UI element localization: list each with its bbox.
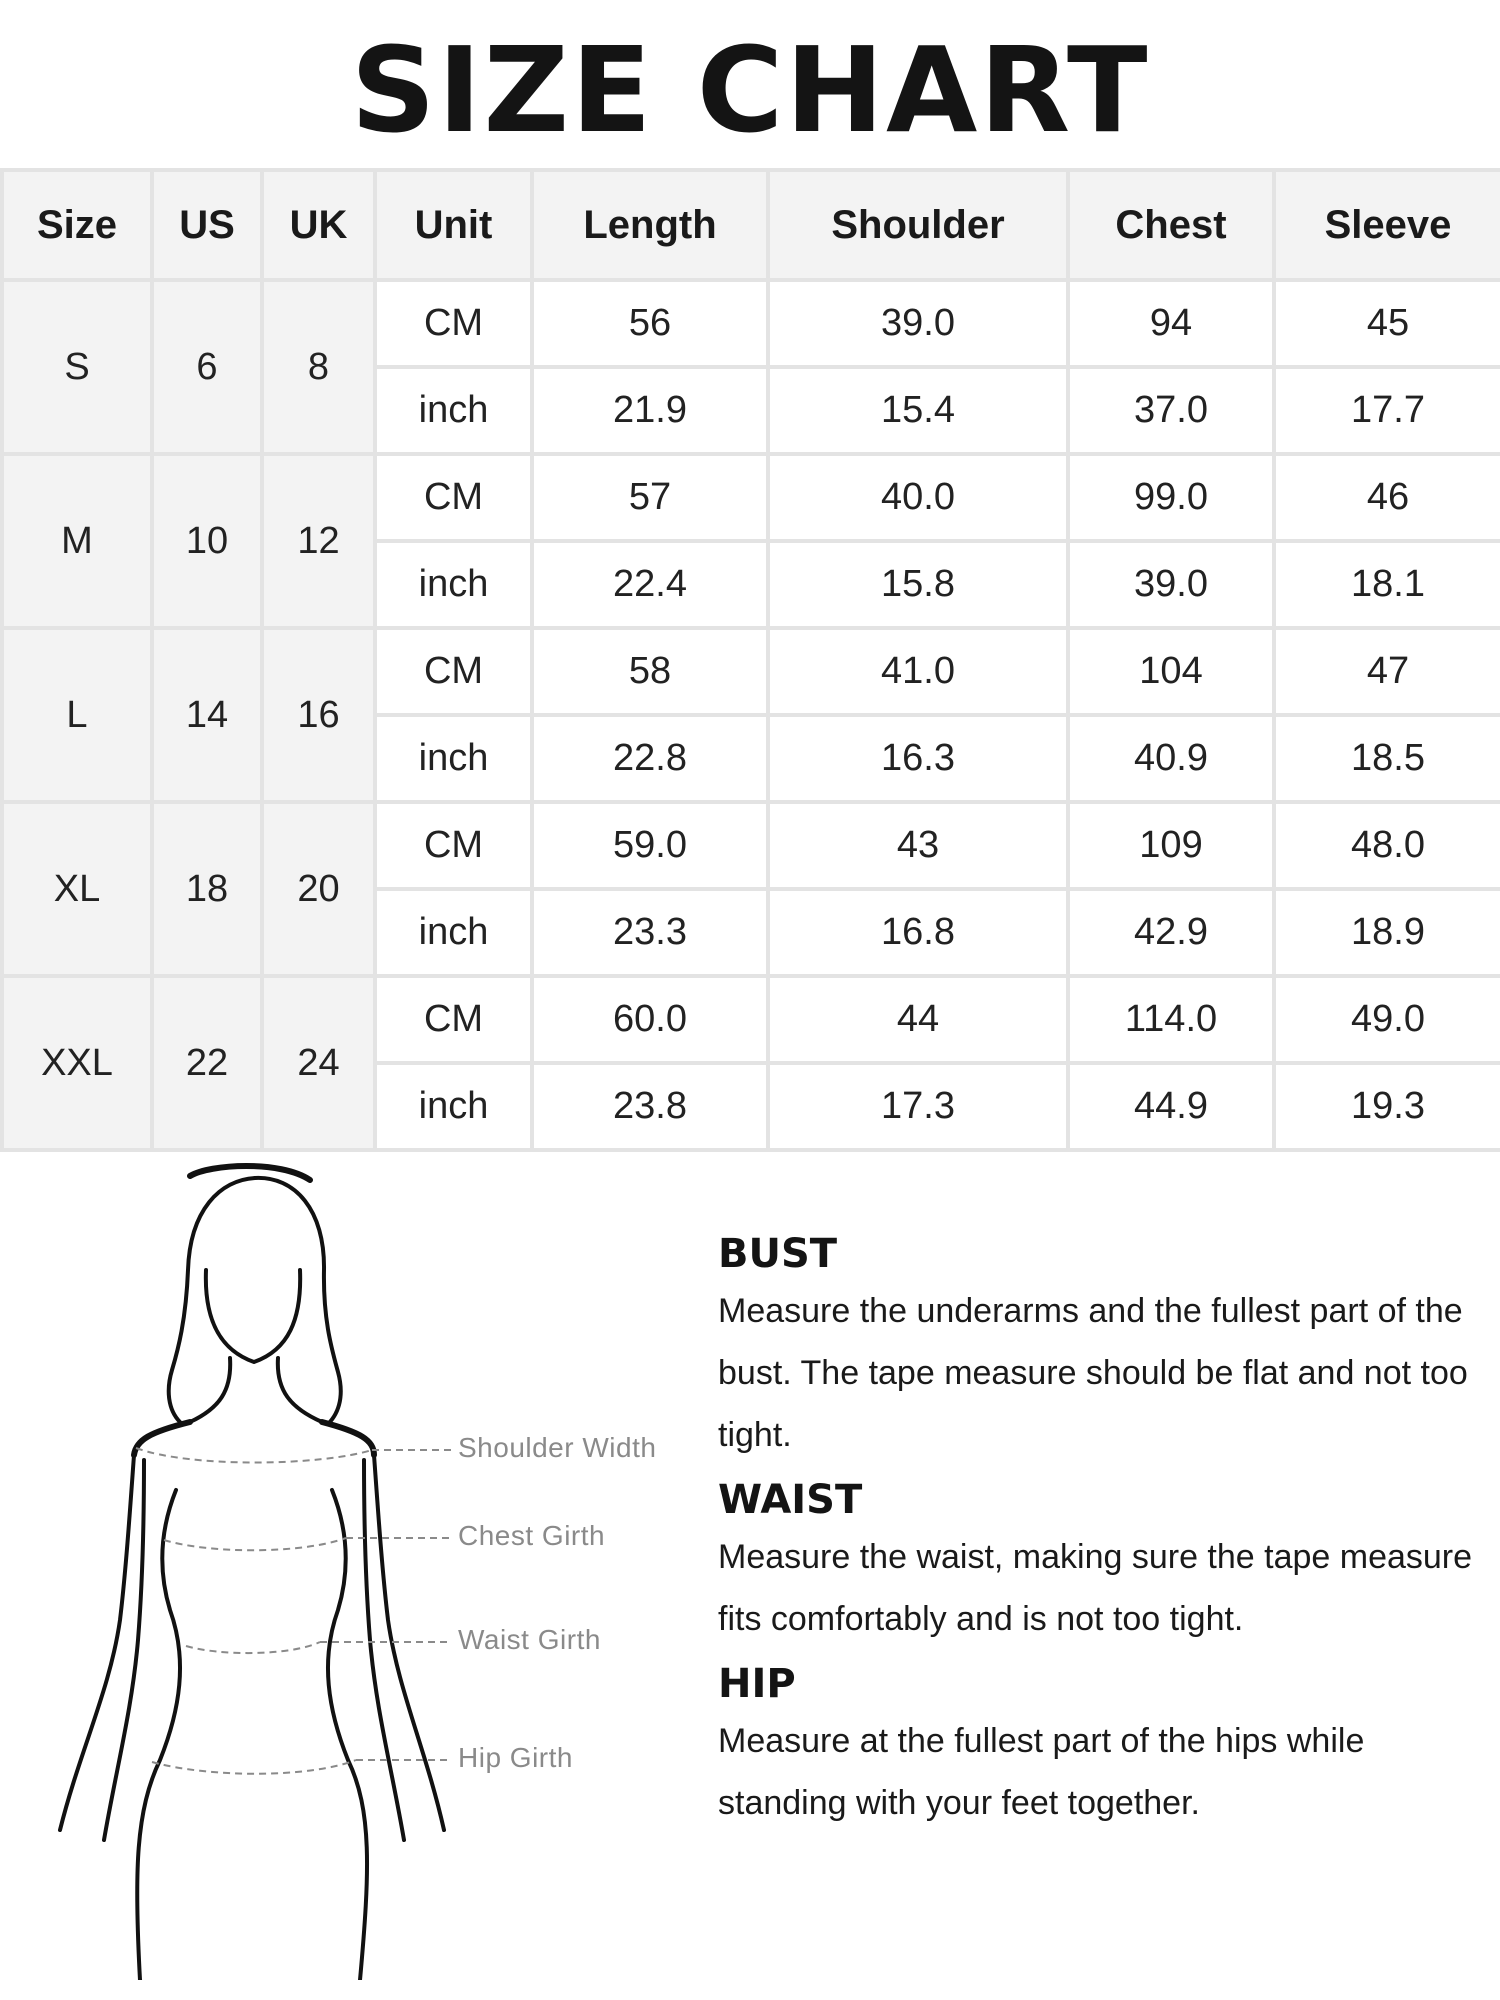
sleeve-cell: 19.3 <box>1274 1063 1500 1150</box>
uk-size-cell: 8 <box>262 280 375 454</box>
chest-cell: 39.0 <box>1068 541 1274 628</box>
us-size-cell: 14 <box>152 628 262 802</box>
measurement-guide <box>718 1228 1478 1842</box>
table-row <box>2 976 1500 1063</box>
sleeve-cell: 18.9 <box>1274 889 1500 976</box>
shoulder-cell: 43 <box>768 802 1068 889</box>
column-header: Chest <box>1068 170 1274 280</box>
column-header: UK <box>262 170 375 280</box>
chest-cell: 99.0 <box>1068 454 1274 541</box>
size-cell: L <box>2 628 152 802</box>
bust-heading: BUST <box>718 1231 838 1277</box>
hip-girth-label: Hip Girth <box>458 1742 573 1773</box>
length-cell: 58 <box>532 628 768 715</box>
column-header: Length <box>532 170 768 280</box>
uk-size-cell: 12 <box>262 454 375 628</box>
chest-cell: 40.9 <box>1068 715 1274 802</box>
shoulder-cell: 41.0 <box>768 628 1068 715</box>
chest-cell: 44.9 <box>1068 1063 1274 1150</box>
sleeve-cell: 18.1 <box>1274 541 1500 628</box>
us-size-cell: 6 <box>152 280 262 454</box>
waist-description: Measure the waist, making sure the tape measure fits comfortably and is not too tight. <box>718 1538 1473 1638</box>
unit-cell: inch <box>375 715 532 802</box>
uk-size-cell: 20 <box>262 802 375 976</box>
table-row <box>2 280 1500 367</box>
us-size-cell: 22 <box>152 976 262 1150</box>
chest-cell: 37.0 <box>1068 367 1274 454</box>
uk-size-cell: 16 <box>262 628 375 802</box>
length-cell: 23.8 <box>532 1063 768 1150</box>
page-title: SIZE CHART <box>350 21 1150 159</box>
chest-cell: 104 <box>1068 628 1274 715</box>
shoulder-cell: 15.4 <box>768 367 1068 454</box>
column-header: Size <box>2 170 152 280</box>
sleeve-cell: 45 <box>1274 280 1500 367</box>
length-cell: 56 <box>532 280 768 367</box>
shoulder-cell: 16.8 <box>768 889 1068 976</box>
sleeve-cell: 47 <box>1274 628 1500 715</box>
unit-cell: CM <box>375 280 532 367</box>
column-header: Shoulder <box>768 170 1068 280</box>
length-cell: 22.4 <box>532 541 768 628</box>
us-size-cell: 18 <box>152 802 262 976</box>
sleeve-cell: 18.5 <box>1274 715 1500 802</box>
size-cell: S <box>2 280 152 454</box>
length-cell: 59.0 <box>532 802 768 889</box>
unit-cell: CM <box>375 628 532 715</box>
size-table <box>0 168 1500 1152</box>
length-cell: 60.0 <box>532 976 768 1063</box>
size-cell: XXL <box>2 976 152 1150</box>
length-cell: 57 <box>532 454 768 541</box>
waist-heading: WAIST <box>718 1477 863 1523</box>
length-cell: 21.9 <box>532 367 768 454</box>
waist-girth-label: Waist Girth <box>458 1624 601 1655</box>
column-header: Unit <box>375 170 532 280</box>
sleeve-cell: 48.0 <box>1274 802 1500 889</box>
length-cell: 23.3 <box>532 889 768 976</box>
chest-cell: 109 <box>1068 802 1274 889</box>
uk-size-cell: 24 <box>262 976 375 1150</box>
chest-cell: 114.0 <box>1068 976 1274 1063</box>
shoulder-cell: 44 <box>768 976 1068 1063</box>
hip-heading: HIP <box>718 1661 796 1707</box>
unit-cell: inch <box>375 367 532 454</box>
column-header: US <box>152 170 262 280</box>
body-measurement-figure <box>40 1150 700 1980</box>
shoulder-cell: 17.3 <box>768 1063 1068 1150</box>
shoulder-cell: 15.8 <box>768 541 1068 628</box>
table-header-row <box>2 170 1500 280</box>
unit-cell: CM <box>375 802 532 889</box>
chest-cell: 94 <box>1068 280 1274 367</box>
column-header: Sleeve <box>1274 170 1500 280</box>
sleeve-cell: 46 <box>1274 454 1500 541</box>
bust-description: Measure the underarms and the fullest part of the bust. The tape measure should be flat and not too tight. <box>718 1292 1468 1454</box>
shoulder-cell: 39.0 <box>768 280 1068 367</box>
chest-girth-label: Chest Girth <box>458 1520 606 1551</box>
body-silhouette-icon <box>40 1150 700 1980</box>
shoulder-width-label: Shoulder Width <box>458 1432 657 1463</box>
length-cell: 22.8 <box>532 715 768 802</box>
hip-description: Measure at the fullest part of the hips while standing with your feet together. <box>718 1722 1365 1822</box>
unit-cell: CM <box>375 454 532 541</box>
sleeve-cell: 49.0 <box>1274 976 1500 1063</box>
unit-cell: inch <box>375 889 532 976</box>
shoulder-cell: 16.3 <box>768 715 1068 802</box>
size-cell: XL <box>2 802 152 976</box>
table-row <box>2 802 1500 889</box>
chest-cell: 42.9 <box>1068 889 1274 976</box>
table-row <box>2 454 1500 541</box>
size-cell: M <box>2 454 152 628</box>
unit-cell: inch <box>375 541 532 628</box>
us-size-cell: 10 <box>152 454 262 628</box>
table-row <box>2 628 1500 715</box>
shoulder-cell: 40.0 <box>768 454 1068 541</box>
unit-cell: inch <box>375 1063 532 1150</box>
sleeve-cell: 17.7 <box>1274 367 1500 454</box>
unit-cell: CM <box>375 976 532 1063</box>
